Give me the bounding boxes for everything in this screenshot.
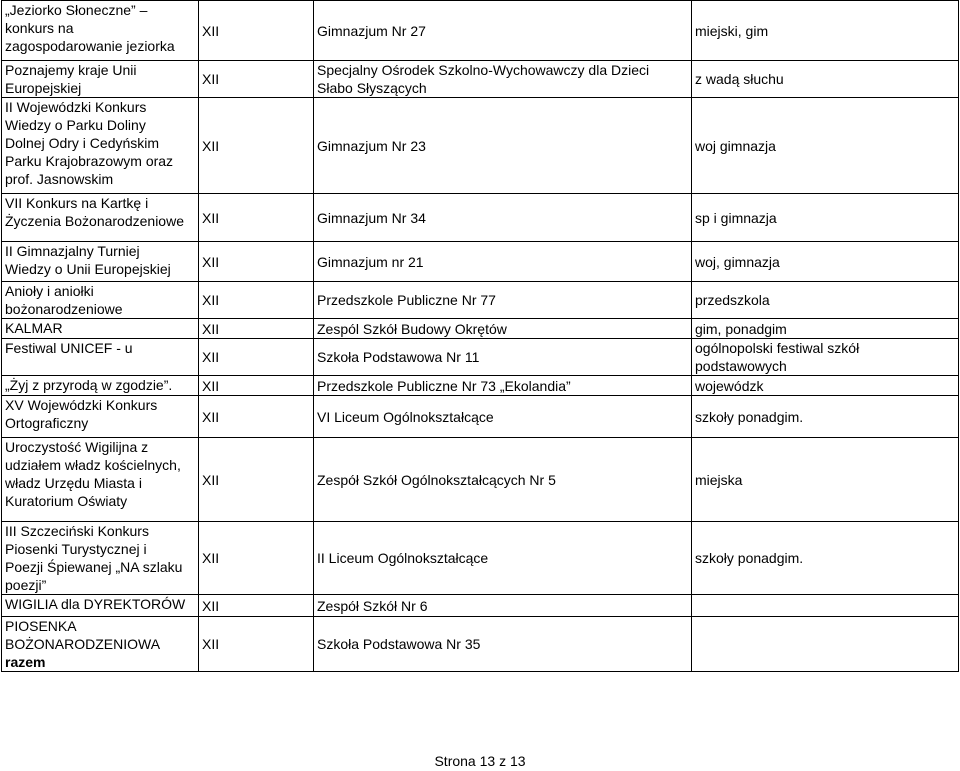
level-cell: XII — [199, 282, 314, 319]
event-name-cell-line: władz Urzędu Miasta i — [5, 475, 142, 491]
event-name-cell-line: poezji” — [5, 577, 47, 593]
type-cell-line: przedszkola — [695, 292, 770, 308]
event-name-cell-line: III Szczeciński Konkurs — [5, 523, 149, 539]
events-table-body — [2, 1, 959, 672]
type-cell-line: miejski, gim — [695, 22, 769, 39]
event-name-cell — [2, 438, 199, 522]
school-cell — [314, 617, 692, 672]
school-cell — [314, 339, 692, 376]
type-cell — [692, 242, 959, 282]
type-cell-line: woj gimnazja — [695, 137, 776, 154]
school-cell-line: Słabo Słyszących — [317, 80, 427, 96]
event-name-cell-line: WIGILIA dla DYREKTORÓW — [5, 596, 186, 612]
event-name-cell — [2, 522, 199, 595]
school-cell — [314, 438, 692, 522]
event-name-cell-line: II Gimnazjalny Turniej — [5, 243, 140, 259]
event-name-cell-line: Uroczystość Wigilijna z — [5, 439, 149, 455]
type-cell-line: z wadą słuchu — [695, 71, 784, 87]
event-name-cell — [2, 242, 199, 282]
level-cell: XII — [199, 522, 314, 595]
school-cell-line: Szkoła Podstawowa Nr 11 — [317, 349, 480, 365]
level-cell: XII — [199, 617, 314, 672]
event-name-cell — [2, 1, 199, 61]
school-cell — [314, 242, 692, 282]
school-cell — [314, 376, 692, 396]
school-cell-line: Gimnazjum Nr 27 — [317, 22, 426, 39]
event-name-cell — [2, 376, 199, 396]
table-row — [2, 98, 959, 194]
type-cell-line: miejska — [695, 471, 743, 488]
type-cell — [692, 376, 959, 396]
school-cell — [314, 595, 692, 617]
event-name-cell-line: Poezji Śpiewanej „NA szlaku — [5, 559, 183, 575]
event-name-cell-line: zagospodarowanie jeziorka — [5, 38, 175, 54]
event-name-cell — [2, 282, 199, 319]
table-row — [2, 522, 959, 595]
level-cell: XII — [199, 242, 314, 282]
type-cell — [692, 595, 959, 617]
level-cell: XII — [199, 376, 314, 396]
level-cell: XII — [199, 1, 314, 61]
event-name-cell-line: Ortograficzny — [5, 415, 89, 431]
total-label: razem — [5, 654, 46, 670]
type-cell — [692, 98, 959, 194]
type-cell-line: szkoły ponadgim. — [695, 408, 804, 425]
school-cell-line: VI Liceum Ogólnokształcące — [317, 408, 494, 425]
event-name-cell-line: Kuratorium Oświaty — [5, 493, 128, 509]
type-cell-line: szkoły ponadgim. — [695, 550, 804, 566]
table-row — [2, 319, 959, 339]
level-cell: XII — [199, 194, 314, 242]
type-cell — [692, 438, 959, 522]
school-cell-line: Gimnazjum nr 21 — [317, 253, 424, 270]
school-cell — [314, 396, 692, 438]
type-cell-line: sp i gimnazja — [695, 209, 777, 226]
table-row — [2, 438, 959, 522]
event-name-cell — [2, 98, 199, 194]
type-cell — [692, 319, 959, 339]
event-name-cell-line: konkurs na — [5, 20, 74, 36]
level-cell: XII — [199, 595, 314, 617]
event-name-cell-line: Europejskiej — [5, 80, 82, 96]
level-cell: XII — [199, 396, 314, 438]
school-cell-line: Gimnazjum Nr 34 — [317, 209, 426, 226]
school-cell-line: Zespół Szkół Nr 6 — [317, 597, 428, 614]
type-cell-line: podstawowych — [695, 358, 787, 374]
table-row — [2, 194, 959, 242]
table-row — [2, 61, 959, 98]
event-name-cell-line: Poznajemy kraje Unii — [5, 62, 137, 78]
event-name-cell-line: Piosenki Turystycznej i — [5, 541, 147, 557]
type-cell-line: woj, gimnazja — [695, 253, 780, 270]
school-cell — [314, 61, 692, 98]
type-cell — [692, 339, 959, 376]
event-name-cell-line: Anioły i aniołki — [5, 283, 94, 299]
event-name-cell-line: VII Konkurs na Kartkę i — [5, 195, 149, 211]
event-name-cell-line: Parku Krajobrazowym oraz — [5, 153, 174, 169]
level-cell: XII — [199, 61, 314, 98]
school-cell — [314, 282, 692, 319]
event-name-cell-line: prof. Jasnowskim — [5, 171, 114, 187]
event-name-cell-line: Życzenia Bożonarodzeniowe — [5, 213, 184, 229]
type-cell — [692, 61, 959, 98]
school-cell — [314, 1, 692, 61]
event-name-cell-line: II Wojewódzki Konkurs — [5, 99, 147, 115]
event-name-cell-line: BOŻONARODZENIOWA — [5, 636, 161, 652]
event-name-cell — [2, 61, 199, 98]
event-name-cell-line: Wiedzy o Parku Doliny — [5, 117, 146, 133]
school-cell-line: Przedszkole Publiczne Nr 73 „Ekolandia” — [317, 377, 571, 394]
type-cell — [692, 282, 959, 319]
event-name-cell-line: „Żyj z przyrodą w zgodzie”. — [5, 377, 173, 393]
level-cell: XII — [199, 319, 314, 339]
event-name-cell-line: udziałem władz kościelnych, — [5, 457, 181, 473]
table-row — [2, 339, 959, 376]
school-cell-line: Gimnazjum Nr 23 — [317, 137, 426, 154]
events-table — [1, 0, 959, 672]
school-cell-line: Zespół Szkół Ogólnokształcących Nr 5 — [317, 471, 556, 488]
event-name-cell-line: Dolnej Odry i Cedyńskim — [5, 135, 160, 151]
event-name-cell-line: Wiedzy o Unii Europejskiej — [5, 261, 171, 277]
type-cell — [692, 522, 959, 595]
page-footer: Strona 13 z 13 — [434, 753, 526, 769]
event-name-cell — [2, 595, 199, 617]
type-cell — [692, 1, 959, 61]
school-cell — [314, 319, 692, 339]
table-row — [2, 617, 959, 672]
table-row — [2, 595, 959, 617]
level-cell: XII — [199, 98, 314, 194]
event-name-cell-line: bożonarodzeniowe — [5, 301, 123, 317]
type-cell-line: gim, ponadgim — [695, 320, 787, 337]
event-name-cell — [2, 319, 199, 339]
type-cell-line: ogólnopolski festiwal szkół — [695, 340, 860, 356]
event-name-cell-line: KALMAR — [5, 320, 63, 336]
level-cell: XII — [199, 339, 314, 376]
table-row — [2, 396, 959, 438]
table-row — [2, 376, 959, 396]
type-cell — [692, 396, 959, 438]
event-name-cell-line: XV Wojewódzki Konkurs — [5, 397, 158, 413]
event-name-cell-line: PIOSENKA — [5, 618, 77, 634]
table-row — [2, 1, 959, 61]
type-cell — [692, 194, 959, 242]
school-cell — [314, 194, 692, 242]
type-cell — [692, 617, 959, 672]
school-cell-line: II Liceum Ogólnokształcące — [317, 550, 489, 566]
school-cell-line: Zespól Szkół Budowy Okrętów — [317, 320, 507, 337]
event-name-cell — [2, 339, 199, 376]
event-name-cell — [2, 617, 199, 672]
level-cell: XII — [199, 438, 314, 522]
school-cell-line: Specjalny Ośrodek Szkolno-Wychowawczy dla Dzieci — [317, 62, 650, 78]
school-cell-line: Szkoła Podstawowa Nr 35 — [317, 636, 481, 652]
school-cell-line: Przedszkole Publiczne Nr 77 — [317, 292, 496, 308]
type-cell-line: wojewódzk — [695, 377, 764, 394]
event-name-cell — [2, 194, 199, 242]
school-cell — [314, 98, 692, 194]
table-row — [2, 242, 959, 282]
event-name-cell-line: „Jeziorko Słoneczne” – — [5, 2, 148, 18]
event-name-cell — [2, 396, 199, 438]
table-row — [2, 282, 959, 319]
event-name-cell-line: Festiwal UNICEF - u — [5, 340, 133, 356]
school-cell — [314, 522, 692, 595]
